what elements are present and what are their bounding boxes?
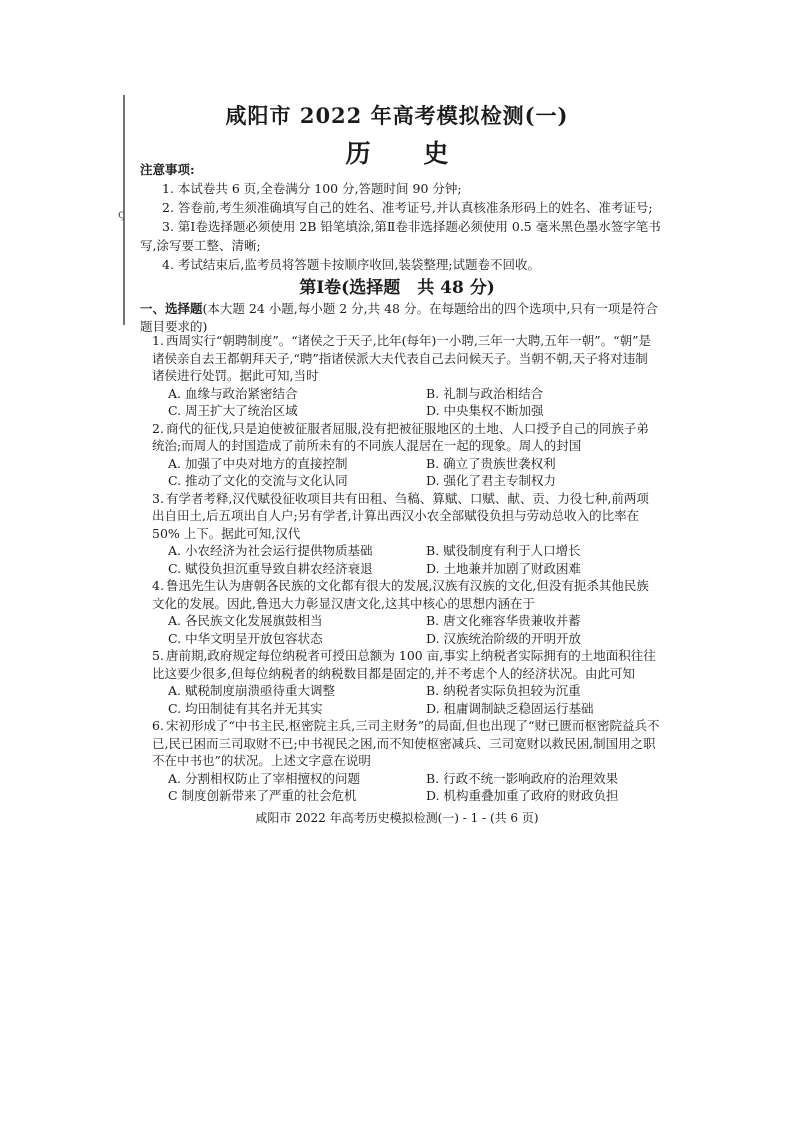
option-b: B. 赋役制度有利于人口增长 bbox=[426, 543, 581, 558]
question-stem bbox=[152, 332, 660, 385]
question-stem bbox=[152, 420, 660, 455]
option-a: A. 各民族文化发展旗鼓相当 bbox=[168, 613, 323, 628]
option-c: C 制度创新带来了严重的社会危机 bbox=[168, 788, 357, 803]
question-options bbox=[152, 612, 660, 647]
note-item bbox=[140, 217, 670, 255]
question-stem bbox=[152, 647, 660, 682]
question-options bbox=[152, 542, 660, 577]
option-c: C. 中华文明呈开放包容状态 bbox=[168, 630, 323, 646]
question-number: 5. bbox=[152, 648, 164, 663]
option-d: D. 强化了君主专制权力 bbox=[426, 473, 557, 488]
question-list bbox=[152, 332, 660, 805]
question-4 bbox=[152, 577, 660, 647]
question-5 bbox=[152, 647, 660, 717]
option-b: B. 行政不统一影响政府的治理效果 bbox=[426, 770, 619, 786]
option-d: D. 中央集权不断加强 bbox=[426, 403, 544, 418]
question-text: 鲁迅先生认为唐朝各民族的文化都有很大的发展,汉族有汉族的文化,但没有扼杀其他民族文化的发展。因此,鲁迅大力彰显汉唐文化,这其中核心的思想内涵在于 bbox=[152, 578, 649, 611]
subject-title: 历 史 bbox=[345, 139, 471, 168]
question-number: 4. bbox=[152, 578, 164, 593]
section-intro-lead: 一、选择题 bbox=[140, 301, 203, 316]
exam-title: 咸阳市 2022 年高考模拟检测(一) bbox=[225, 103, 569, 128]
question-number: 2. bbox=[152, 420, 164, 436]
note-item-text: 3. 第Ⅰ卷选择题必须使用 2B 铅笔填涂,第Ⅱ卷非选择题必须使用 0.5 毫米黑色墨水签字笔书写,涂写要工整、清晰; bbox=[140, 219, 661, 253]
question-text: 唐前期,政府规定每位纳税者可授田总额为 100 亩,事实上纳税者实际拥有的土地面积往往比这要少很多,但每位纳税者的纳税数目都是固定的,并不考虑个人的经济状况。由此可知 bbox=[152, 648, 656, 681]
option-a: A. 分割相权防止了宰相擅权的问题 bbox=[168, 770, 360, 786]
scan-mark: ς bbox=[118, 207, 125, 221]
question-options bbox=[152, 385, 660, 420]
option-b: B. 纳税者实际负担较为沉重 bbox=[426, 683, 581, 698]
option-d: D. 汉族统治阶级的开明开放 bbox=[426, 630, 582, 646]
section-intro-text: (本大题 24 小题,每小题 2 分,共 48 分。在每题给出的四个选项中,只有一项是符合题目要求的) bbox=[140, 301, 658, 334]
question-number: 1. bbox=[152, 333, 164, 348]
question-stem bbox=[152, 577, 660, 612]
question-1 bbox=[152, 332, 660, 420]
option-c: C. 周王扩大了统治区域 bbox=[168, 403, 298, 418]
question-text: 商代的征伐,只是迫使被征服者屈服,没有把被征服地区的土地、人口授予自己的同族子弟统治;而周人的封国造成了前所未有的不同族人混居在一起的现象。周人的封国 bbox=[152, 420, 649, 453]
notes-block bbox=[140, 160, 670, 274]
question-number: 3. bbox=[152, 490, 164, 506]
question-2 bbox=[152, 420, 660, 490]
option-b: B. 确立了贵族世袭权利 bbox=[426, 455, 556, 471]
section-title: 第Ⅰ卷(选择题 共 48 分) bbox=[299, 278, 495, 298]
question-options bbox=[152, 770, 660, 805]
question-number: 6. bbox=[152, 718, 164, 733]
question-options bbox=[152, 455, 660, 490]
option-c: C. 赋役负担沉重导致自耕农经济衰退 bbox=[168, 560, 373, 576]
page-footer: 咸阳市 2022 年高考历史模拟检测(一) - 1 - (共 6 页) bbox=[255, 811, 539, 825]
option-b: B. 礼制与政治相结合 bbox=[426, 385, 544, 401]
option-b: B. 唐文化雍容华贵兼收并蓄 bbox=[426, 613, 581, 628]
option-a: A. 加强了中央对地方的直接控制 bbox=[168, 455, 348, 471]
question-options bbox=[152, 682, 660, 717]
question-stem bbox=[152, 717, 660, 770]
question-text: 西周实行“朝聘制度”。“诸侯之于天子,比年(每年)一小聘,三年一大聘,五年一朝”。“朝”是诸侯亲自去王都朝拜天子,“聘”指诸侯派大夫代表自己去问候天子。当朝不朝,天子将对违制诸侯进行处罚。据此可知,当时 bbox=[152, 333, 651, 383]
note-item: 2. 答卷前,考生须准确填写自己的姓名、准考证号,并认真核准条形码上的姓名、准考证号; bbox=[162, 200, 653, 215]
question-stem bbox=[152, 490, 660, 543]
question-6 bbox=[152, 717, 660, 805]
option-d: D. 租庸调制缺乏稳固运行基础 bbox=[426, 700, 594, 716]
notes-heading: 注意事项: bbox=[140, 162, 195, 177]
option-a: A. 血缘与政治紧密结合 bbox=[168, 385, 298, 401]
option-c: C. 均田制徒有其名并无其实 bbox=[168, 700, 323, 716]
note-item: 4. 考试结束后,监考员将答题卡按顺序收回,装袋整理;试题卷不回收。 bbox=[162, 257, 541, 272]
option-c: C. 推动了文化的交流与文化认同 bbox=[168, 473, 348, 488]
question-text: 宋初形成了“中书主民,枢密院主兵,三司主财务”的局面,但也出现了“财已匮而枢密院益兵不已,民已困而三司取财不已;中书视民之困,而不知使枢密减兵、三司宽财以救民困,制国用之职不在中书也”的状况。上述文字意在说明 bbox=[152, 718, 660, 768]
option-a: A. 赋税制度崩溃亟待重大调整 bbox=[168, 683, 335, 698]
option-d: D. 机构重叠加重了政府的财政负担 bbox=[426, 788, 619, 803]
option-d: D. 土地兼并加剧了财政困难 bbox=[426, 560, 582, 576]
section-intro bbox=[140, 300, 660, 335]
option-a: A. 小农经济为社会运行提供物质基础 bbox=[168, 543, 373, 558]
question-text: 有学者考释,汉代赋役征收项目共有田租、刍稿、算赋、口赋、献、贡、力役七种,前两项出自田土,后五项出自人户;另有学者,计算出西汉小农全部赋役负担与劳动总收入的比率在 50% 上下。据此可知,汉代 bbox=[152, 490, 649, 541]
note-item: 1. 本试卷共 6 页,全卷满分 100 分,答题时间 90 分钟; bbox=[162, 181, 462, 196]
question-3 bbox=[152, 490, 660, 578]
